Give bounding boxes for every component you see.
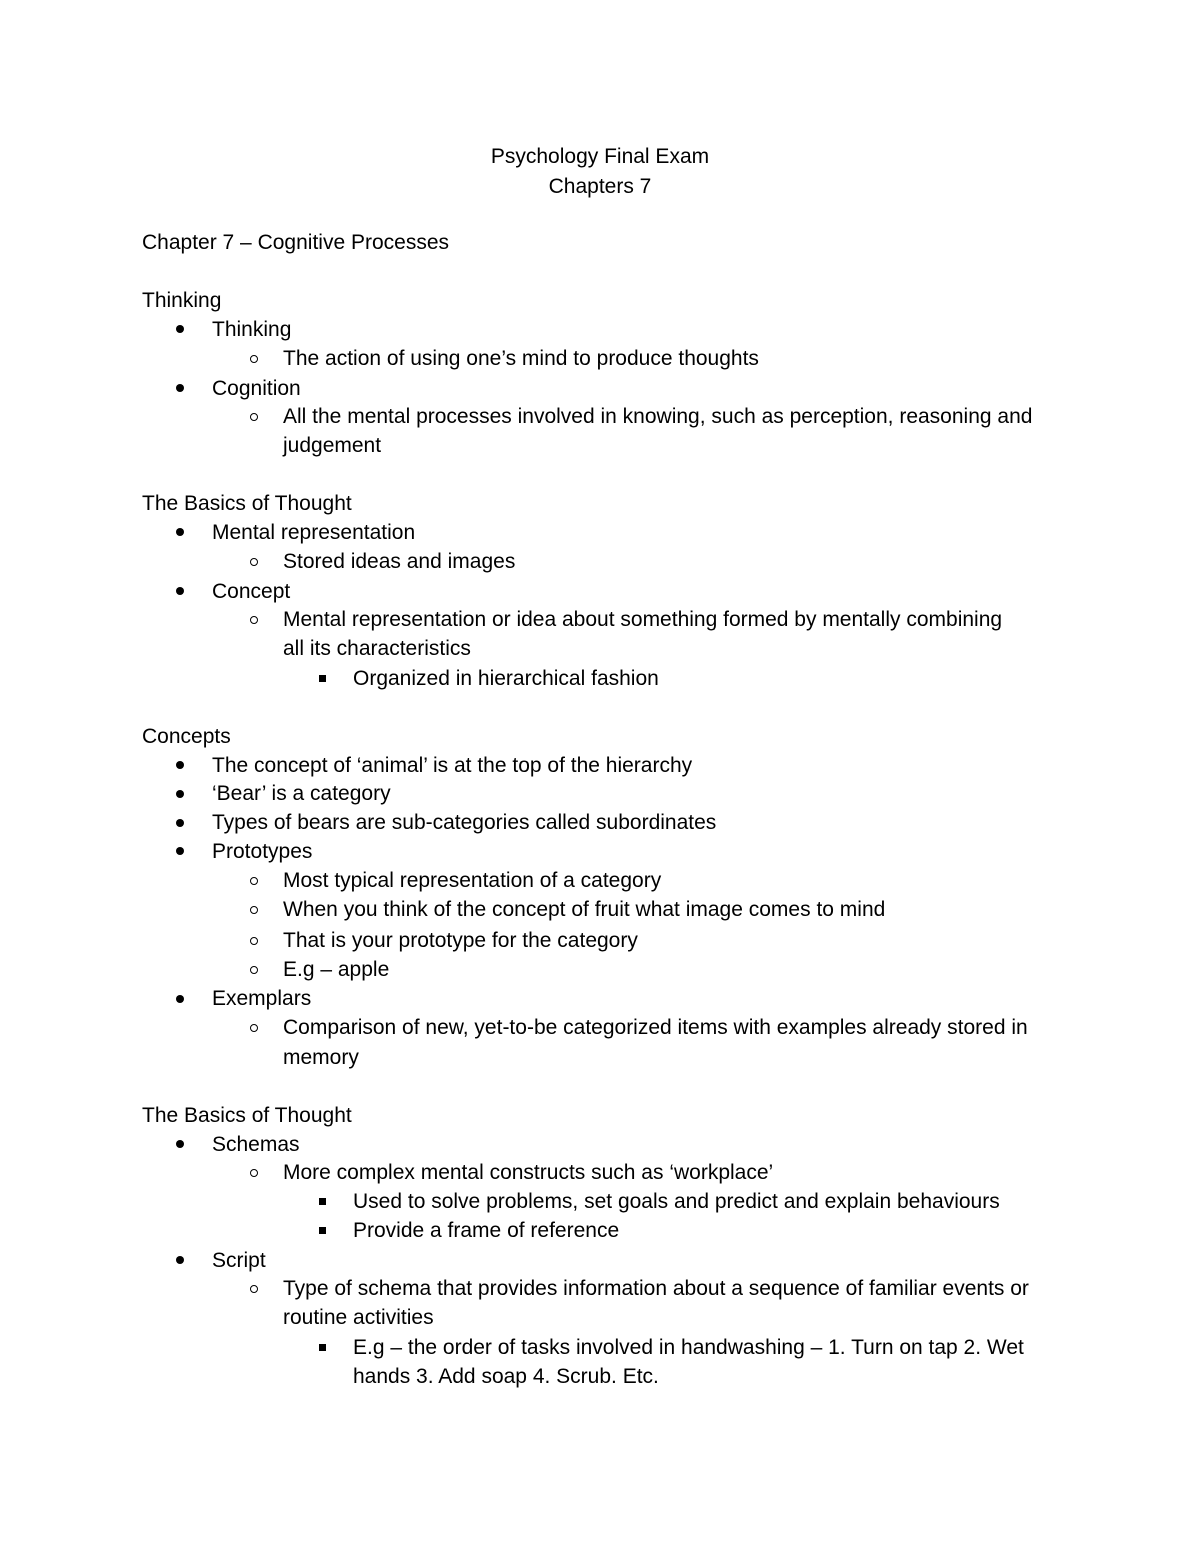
bullet-dot-icon bbox=[176, 528, 184, 536]
sub-bullet-item: Comparison of new, yet-to-be categorized items with examples already stored in bbox=[283, 1016, 1028, 1039]
bullet-item: Prototypes bbox=[212, 840, 313, 863]
tertiary-bullet-item: Used to solve problems, set goals and predict and explain behaviours bbox=[353, 1190, 1000, 1213]
chapter-heading: Chapter 7 – Cognitive Processes bbox=[142, 231, 449, 254]
document-subtitle: Chapters 7 bbox=[548, 175, 652, 198]
sub-bullet-item: All the mental processes involved in knowing, such as perception, reasoning and bbox=[283, 405, 1033, 428]
sub-bullet-item: Most typical representation of a category bbox=[283, 869, 662, 892]
document-title: Psychology Final Exam bbox=[490, 145, 710, 168]
bullet-square-icon bbox=[319, 1198, 326, 1205]
bullet-circle-icon bbox=[250, 558, 258, 566]
tertiary-bullet-item: Organized in hierarchical fashion bbox=[353, 667, 659, 690]
bullet-dot-icon bbox=[176, 1140, 184, 1148]
section-heading: The Basics of Thought bbox=[142, 1104, 352, 1127]
section-heading: Concepts bbox=[142, 725, 231, 748]
bullet-item: Exemplars bbox=[212, 987, 312, 1010]
bullet-circle-icon bbox=[250, 1169, 258, 1177]
sub-bullet-item-continuation: judgement bbox=[283, 434, 382, 457]
bullet-dot-icon bbox=[176, 384, 184, 392]
bullet-dot-icon bbox=[176, 995, 184, 1003]
sub-bullet-item: The action of using one’s mind to produce thoughts bbox=[283, 347, 759, 370]
sub-bullet-item: Stored ideas and images bbox=[283, 550, 516, 573]
bullet-item: Concept bbox=[212, 580, 291, 603]
bullet-item: ‘Bear’ is a category bbox=[212, 782, 391, 805]
bullet-item: The concept of ‘animal’ is at the top of the hierarchy bbox=[212, 754, 693, 777]
bullet-circle-icon bbox=[250, 906, 258, 914]
tertiary-bullet-item: E.g – the order of tasks involved in handwashing – 1. Turn on tap 2. Wet bbox=[353, 1336, 1024, 1359]
sub-bullet-item-continuation: all its characteristics bbox=[283, 637, 471, 660]
bullet-item: Types of bears are sub-categories called subordinates bbox=[212, 811, 717, 834]
bullet-item: Schemas bbox=[212, 1133, 300, 1156]
sub-bullet-item: Mental representation or idea about something formed by mentally combining bbox=[283, 608, 1003, 631]
sub-bullet-item: E.g – apple bbox=[283, 958, 390, 981]
sub-bullet-item: When you think of the concept of fruit what image comes to mind bbox=[283, 898, 886, 921]
bullet-circle-icon bbox=[250, 616, 258, 624]
bullet-circle-icon bbox=[250, 1024, 258, 1032]
section-heading: The Basics of Thought bbox=[142, 492, 352, 515]
tertiary-bullet-item-continuation: hands 3. Add soap 4. Scrub. Etc. bbox=[353, 1365, 659, 1388]
sub-bullet-item-continuation: memory bbox=[283, 1046, 359, 1069]
bullet-dot-icon bbox=[176, 587, 184, 595]
bullet-circle-icon bbox=[250, 937, 258, 945]
bullet-square-icon bbox=[319, 675, 326, 682]
sub-bullet-item: That is your prototype for the category bbox=[283, 929, 638, 952]
sub-bullet-item: Type of schema that provides information about a sequence of familiar events or bbox=[283, 1277, 1029, 1300]
bullet-square-icon bbox=[319, 1227, 326, 1234]
bullet-circle-icon bbox=[250, 877, 258, 885]
bullet-dot-icon bbox=[176, 325, 184, 333]
bullet-item: Thinking bbox=[212, 318, 292, 341]
bullet-dot-icon bbox=[176, 1256, 184, 1264]
bullet-dot-icon bbox=[176, 761, 184, 769]
bullet-circle-icon bbox=[250, 355, 258, 363]
bullet-square-icon bbox=[319, 1344, 326, 1351]
bullet-circle-icon bbox=[250, 966, 258, 974]
sub-bullet-item-continuation: routine activities bbox=[283, 1306, 434, 1329]
bullet-circle-icon bbox=[250, 413, 258, 421]
bullet-item: Mental representation bbox=[212, 521, 416, 544]
bullet-dot-icon bbox=[176, 819, 184, 827]
bullet-item: Script bbox=[212, 1249, 266, 1272]
bullet-item: Cognition bbox=[212, 377, 301, 400]
section-heading: Thinking bbox=[142, 289, 222, 312]
bullet-dot-icon bbox=[176, 847, 184, 855]
tertiary-bullet-item: Provide a frame of reference bbox=[353, 1219, 620, 1242]
bullet-dot-icon bbox=[176, 790, 184, 798]
bullet-circle-icon bbox=[250, 1285, 258, 1293]
sub-bullet-item: More complex mental constructs such as ‘workplace’ bbox=[283, 1161, 774, 1184]
